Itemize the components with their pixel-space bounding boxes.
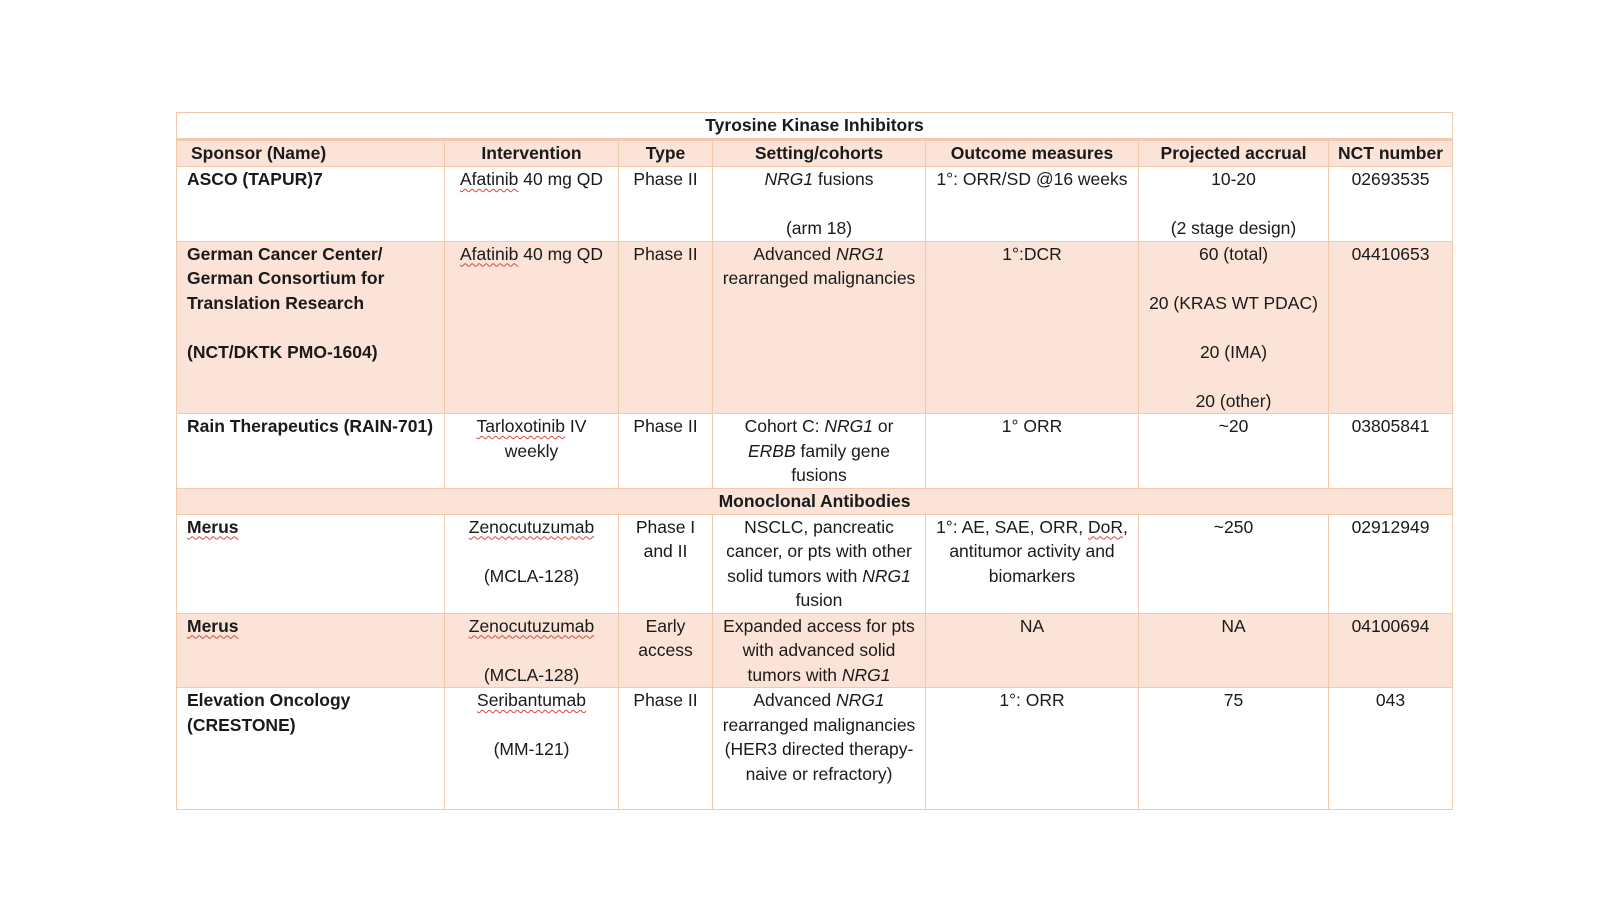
- outcome-dor: DoR: [1088, 516, 1124, 537]
- cell-sponsor: [177, 514, 445, 613]
- accrual-line: 20 (KRAS WT PDAC): [1149, 292, 1318, 313]
- cell-nct: 02693535: [1329, 167, 1453, 242]
- gene-name: NRG1: [764, 169, 814, 189]
- cell-type: Phase II: [619, 688, 713, 810]
- sponsor-sub: (NCT/DKTK PMO-1604): [187, 341, 378, 362]
- gene-name: NRG1: [841, 664, 891, 685]
- header-intervention: Intervention: [445, 140, 619, 167]
- drug-name: Tarloxotinib: [476, 416, 566, 436]
- cell-intervention: [445, 167, 619, 242]
- setting-post: fusion: [795, 590, 843, 610]
- cell-nct: 02912949: [1329, 514, 1453, 613]
- setting-pre: Expanded access for pts with advanced solid tumors with: [723, 615, 915, 685]
- cell-intervention: [445, 688, 619, 810]
- section-row-tki: [177, 113, 1453, 140]
- accrual-note: (2 stage design): [1170, 218, 1297, 238]
- cell-type: Phase II: [619, 414, 713, 489]
- cell-type: Phase II: [619, 167, 713, 242]
- table-row: [177, 414, 1453, 489]
- setting-pre: Advanced: [753, 690, 832, 710]
- clinical-trials-table-container: [176, 112, 1452, 810]
- cell-outcome: 1° ORR: [926, 414, 1139, 489]
- setting-post: family gene fusions: [791, 440, 891, 485]
- cell-setting: [713, 414, 926, 489]
- drug-name: Afatinib: [460, 243, 519, 264]
- accrual-value: 10-20: [1211, 169, 1256, 189]
- setting-pre: Cohort C:: [744, 416, 820, 436]
- drug-name: Zenocutuzumab: [468, 516, 595, 537]
- setting-text: fusions: [818, 169, 874, 189]
- drug-dose: IV weekly: [504, 416, 587, 461]
- cell-intervention: [445, 241, 619, 414]
- cell-accrual: 75: [1139, 688, 1329, 810]
- drug-code: (MM-121): [493, 739, 570, 759]
- sponsor-name: Elevation Oncology (CRESTONE): [187, 690, 351, 735]
- setting-extra: (arm 18): [785, 218, 853, 238]
- table-row: [177, 688, 1453, 810]
- cell-type: Early access: [619, 613, 713, 688]
- setting-mid: or: [877, 416, 894, 436]
- accrual-line: 20 (IMA): [1199, 341, 1268, 362]
- cell-sponsor: [177, 688, 445, 810]
- cell-sponsor: [177, 414, 445, 489]
- cell-outcome: [926, 514, 1139, 613]
- setting-pre: Advanced: [753, 243, 832, 264]
- table-row: [177, 514, 1453, 613]
- section-row-mab: [177, 488, 1453, 514]
- cell-outcome: 1°: ORR/SD @16 weeks: [926, 167, 1139, 242]
- header-outcome: Outcome measures: [926, 140, 1139, 167]
- drug-name: Seribantumab: [477, 690, 586, 710]
- header-sponsor: Sponsor (Name): [177, 140, 445, 167]
- accrual-line: 60 (total): [1198, 243, 1269, 264]
- cell-nct: 04410653: [1329, 241, 1453, 414]
- cell-accrual: ~20: [1139, 414, 1329, 489]
- setting-post: rearranged malignancies (HER3 directed therapy-naive or refractory): [722, 714, 916, 784]
- cell-setting: [713, 241, 926, 414]
- sponsor-line: Translation Research: [187, 292, 365, 313]
- gene-name: NRG1: [824, 416, 873, 436]
- cell-accrual: NA: [1139, 613, 1329, 688]
- gene-name: NRG1: [862, 565, 911, 586]
- cell-setting: [713, 613, 926, 688]
- accrual-line: 20 (other): [1195, 390, 1272, 411]
- cell-sponsor: [177, 241, 445, 414]
- cell-intervention: [445, 613, 619, 688]
- section-title-tki: Tyrosine Kinase Inhibitors: [177, 113, 1453, 140]
- cell-setting: [713, 167, 926, 242]
- setting-post: rearranged malignancies: [722, 268, 916, 288]
- setting-pre: NSCLC, pancreatic cancer, or pts with other solid tumors with: [726, 516, 912, 586]
- sponsor-name: ASCO (TAPUR)7: [187, 169, 323, 189]
- drug-name: Zenocutuzumab: [468, 615, 595, 636]
- cell-accrual: ~250: [1139, 514, 1329, 613]
- drug-code: (MCLA-128): [483, 565, 580, 586]
- header-type: Type: [619, 140, 713, 167]
- sponsor-name: Merus: [187, 516, 239, 537]
- drug-code: (MCLA-128): [483, 664, 580, 685]
- cell-accrual: [1139, 241, 1329, 414]
- cell-type: Phase I and II: [619, 514, 713, 613]
- cell-intervention: [445, 514, 619, 613]
- cell-outcome: 1°:DCR: [926, 241, 1139, 414]
- cell-setting: [713, 514, 926, 613]
- sponsor-line: German Consortium for: [187, 268, 385, 288]
- table-row: [177, 167, 1453, 242]
- header-row: [177, 140, 1453, 167]
- cell-intervention: [445, 414, 619, 489]
- cell-nct: 03805841: [1329, 414, 1453, 489]
- drug-dose: 40 mg QD: [523, 169, 603, 189]
- outcome-post: , antitumor activity and biomarkers: [949, 516, 1128, 586]
- cell-nct: 04100694: [1329, 613, 1453, 688]
- header-nct: NCT number: [1329, 140, 1453, 167]
- gene-name: NRG1: [836, 690, 885, 710]
- cell-nct: 043: [1329, 688, 1453, 810]
- cell-type: Phase II: [619, 241, 713, 414]
- cell-sponsor: [177, 613, 445, 688]
- gene-name-2: ERBB: [747, 440, 796, 461]
- outcome-pre: 1°: AE, SAE, ORR,: [936, 516, 1084, 537]
- cell-outcome: 1°: ORR: [926, 688, 1139, 810]
- sponsor-line: German Cancer Center/: [187, 243, 383, 264]
- cell-accrual: [1139, 167, 1329, 242]
- header-setting: Setting/cohorts: [713, 140, 926, 167]
- gene-name: NRG1: [836, 243, 885, 264]
- sponsor-name: Rain Therapeutics (RAIN-701): [187, 416, 434, 436]
- drug-name: Afatinib: [460, 169, 519, 189]
- table-row: [177, 241, 1453, 414]
- cell-setting: [713, 688, 926, 810]
- header-accrual: Projected accrual: [1139, 140, 1329, 167]
- sponsor-name: Merus: [187, 615, 239, 636]
- drug-dose: 40 mg QD: [523, 243, 603, 264]
- table-row: [177, 613, 1453, 688]
- cell-sponsor: [177, 167, 445, 242]
- cell-outcome: NA: [926, 613, 1139, 688]
- section-title-mab: Monoclonal Antibodies: [177, 488, 1453, 514]
- clinical-trials-table: [176, 112, 1453, 810]
